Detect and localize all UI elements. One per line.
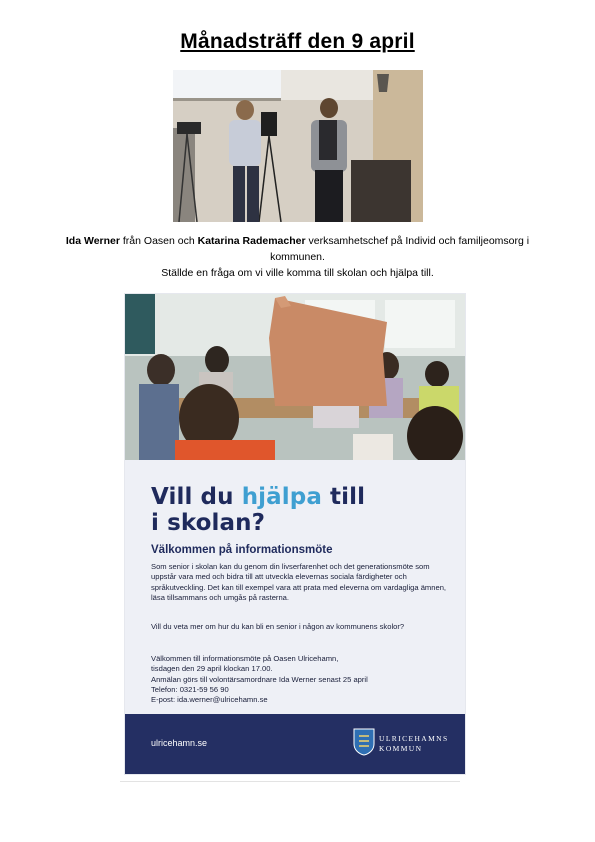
municipality-crest-icon	[353, 728, 375, 756]
classroom-photo-image	[125, 294, 465, 460]
poster-subheading: Välkommen på informationsmöte	[151, 544, 333, 556]
invite-line-3: Anmälan görs till volontärsamordnare Ida Werner senast 25 april	[151, 674, 368, 684]
invite-line-1: Välkommen till informationsmöte på Oasen Ulricehamn,	[151, 654, 339, 663]
invite-line-2: tisdagen den 29 april klockan 17.00.	[151, 664, 273, 674]
footer-url: ulricehamn.se	[151, 738, 208, 748]
poster-paragraph-2: Vill du veta mer om hur du kan bli en senior i någon av kommunens skolor?	[151, 622, 405, 631]
info-poster	[125, 294, 465, 774]
headline-text-2: till	[321, 484, 366, 510]
photo-caption	[60, 233, 535, 281]
page-title: Månadsträff den 9 april	[180, 30, 415, 53]
headline-line-2: i skolan?	[151, 510, 266, 536]
poster-headline	[151, 484, 365, 536]
invite-phone: Telefon: 0321-59 56 90	[151, 684, 229, 694]
org-line-1: ULRICEHAMNS	[379, 734, 449, 743]
caption-person-2: Katarina Rademacher	[197, 235, 306, 247]
poster-invitation	[151, 654, 451, 705]
poster-footer	[125, 714, 465, 774]
bottom-divider	[120, 781, 460, 782]
event-photo	[173, 70, 423, 222]
event-photo-image	[173, 70, 423, 222]
caption-text-2: verksamhetschef på Individ och familjeomsorg i kommunen.	[270, 235, 530, 263]
headline-text-1: Vill du	[151, 484, 242, 510]
caption-line-2: Ställde en fråga om vi ville komma till skolan och hjälpa till.	[161, 267, 434, 279]
headline-highlight: hjälpa	[241, 484, 322, 510]
classroom-photo	[125, 294, 465, 460]
caption-text-1: från Oasen och	[119, 235, 198, 247]
municipality-name	[379, 734, 449, 754]
caption-person-1: Ida Werner	[65, 235, 120, 247]
poster-paragraph-1: Som senior i skolan kan du genom din livserfarenhet och det generationsmöte som uppstår vara med och bidra till att utveckla elevernas sociala färdigheter och språkutveckling. Det kan till exempel vara att prata med eleverna om vardagliga ämnen, läsa tillsammans och umgås på rasterna.	[151, 562, 447, 602]
org-line-2: KOMMUN	[379, 744, 423, 753]
invite-email: E-post: ida.werner@ulricehamn.se	[151, 695, 268, 705]
